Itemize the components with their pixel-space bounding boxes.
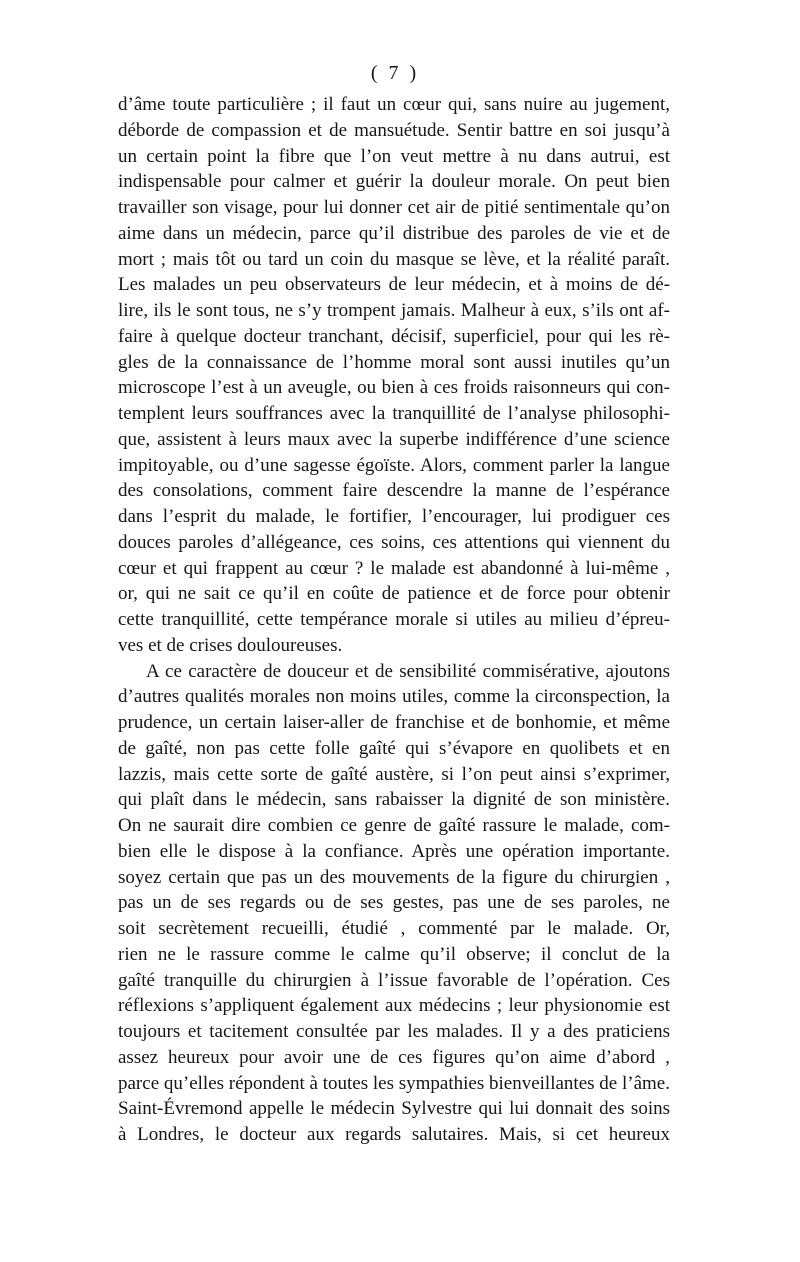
- text-line: que, assistent à leurs maux avec la superbe indifférence d’une science: [118, 428, 670, 450]
- text-line: à Londres, le docteur aux regards salutaires. Mais, si cet heureux: [118, 1124, 670, 1145]
- text-line: assez heureux pour avoir une de ces figures qu’on aime d’abord ,: [118, 1046, 670, 1068]
- text-line: indispensable pour calmer et guérir la douleur morale. On peut bien: [118, 171, 670, 193]
- text-line: lazzis, mais cette sorte de gaîté austère, si l’on peut ainsi s’exprimer,: [118, 763, 670, 785]
- text-line: déborde de compassion et de mansuétude. Sentir battre en soi jusqu’à: [118, 119, 670, 141]
- text-line: lire, ils le sont tous, ne s’y trompent jamais. Malheur à eux, s’ils ont af-: [118, 300, 670, 321]
- text-line: d’âme toute particulière ; il faut un cœur qui, sans nuire au jugement,: [118, 94, 670, 115]
- text-line: prudence, un certain laiser-aller de franchise et de bonhomie, et même: [118, 712, 670, 733]
- text-line: cette tranquillité, cette tempérance morale si utiles au milieu d’épreu-: [118, 609, 670, 630]
- text-line: parce qu’elles répondent à toutes les sympathies bienveillantes de l’âme.: [118, 1072, 670, 1094]
- text-line: gaîté tranquille du chirurgien à l’issue favorable de l’opération. Ces: [118, 969, 670, 991]
- text-line: rien ne le rassure comme le calme qu’il observe; il conclut de la: [118, 943, 670, 965]
- text-line: toujours et tacitement consultée par les malades. Il y a des praticiens: [118, 1021, 670, 1042]
- text-line: mort ; mais tôt ou tard un coin du masque se lève, et la réalité paraît.: [118, 248, 670, 270]
- page-number: ( 7 ): [370, 62, 420, 84]
- text-line: un certain point la fibre que l’on veut mettre à nu dans autrui, est: [118, 145, 670, 167]
- text-line: de gaîté, non pas cette folle gaîté qui s’évapore en quolibets et en: [118, 737, 670, 759]
- text-line: Saint-Évremond appelle le médecin Sylvestre qui lui donnait des soins: [118, 1098, 670, 1120]
- text-line: qui plaît dans le médecin, sans rabaisser la dignité de son ministère.: [118, 789, 670, 811]
- text-line: soyez certain que pas un des mouvements de la figure du chirurgien ,: [118, 866, 670, 888]
- paragraph-1: [118, 92, 670, 659]
- text-line: soit secrètement recueilli, étudié , commenté par le malade. Or,: [118, 918, 670, 939]
- text-line: impitoyable, ou d’une sagesse égoïste. Alors, comment parler la langue: [118, 454, 670, 476]
- text-line: bien elle le dispose à la confiance. Après une opération importante.: [118, 840, 670, 862]
- text-line: microscope l’est à un aveugle, ou bien à ces froids raisonneurs qui con-: [118, 377, 670, 399]
- text-line: templent leurs souffrances avec la tranquillité de l’analyse philosophi-: [118, 403, 670, 424]
- text-line: pas un de ses regards ou de ses gestes, pas une de ses paroles, ne: [118, 892, 670, 914]
- text-line: faire à quelque docteur tranchant, décisif, superficiel, pour qui les rè-: [118, 325, 670, 347]
- text-line: A ce caractère de douceur et de sensibilité commisérative, ajoutons: [146, 660, 670, 682]
- text-line: ves et de crises douloureuses.: [118, 634, 343, 656]
- text-line: d’autres qualités morales non moins utiles, comme la circonspection, la: [118, 686, 670, 708]
- text-line: aime dans un médecin, parce qu’il distribue des paroles de vie et de: [118, 222, 670, 244]
- paragraph-2: [118, 659, 670, 1148]
- text-line: gles de la connaissance de l’homme moral sont aussi inutiles qu’un: [118, 351, 670, 373]
- text-line: dans l’esprit du malade, le fortifier, l’encourager, lui prodiguer ces: [118, 506, 670, 527]
- text-line: travailler son visage, pour lui donner cet air de pitié sentimentale qu’on: [118, 197, 670, 218]
- text-line: douces paroles d’allégeance, ces soins, ces attentions qui viennent du: [118, 531, 670, 553]
- text-line: des consolations, comment faire descendre la manne de l’espérance: [118, 480, 670, 502]
- body-text: [118, 92, 670, 1148]
- text-line: Les malades un peu observateurs de leur médecin, et à moins de dé-: [118, 274, 670, 296]
- text-line: réflexions s’appliquent également aux médecins ; leur physionomie est: [118, 995, 670, 1017]
- text-line: or, qui ne sait ce qu’il en coûte de patience et de force pour obtenir: [118, 583, 670, 605]
- text-line: cœur et qui frappent au cœur ? le malade est abandonné à lui-même ,: [118, 557, 670, 579]
- text-line: On ne saurait dire combien ce genre de gaîté rassure le malade, com-: [118, 815, 670, 836]
